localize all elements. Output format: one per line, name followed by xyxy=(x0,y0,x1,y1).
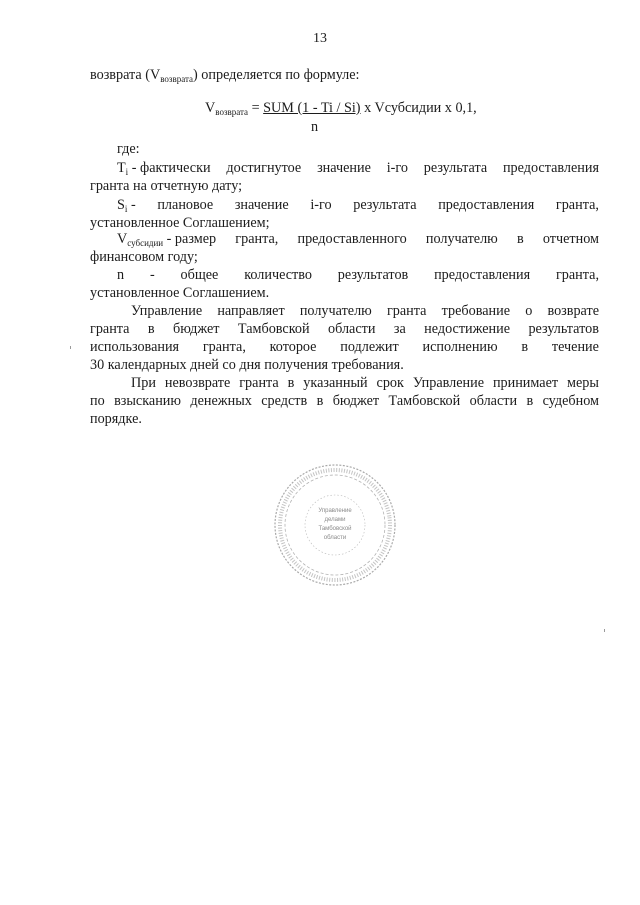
paragraph1-line4: 30 календарных дней со дня получения требования. xyxy=(90,357,404,373)
word: за xyxy=(393,321,406,337)
word: предоставления xyxy=(438,197,535,213)
word: в xyxy=(521,339,529,355)
word: результата xyxy=(423,160,488,176)
scan-speck xyxy=(604,629,605,632)
word: - фактически xyxy=(131,160,211,176)
definition-v-line2: финансовом году; xyxy=(90,249,198,265)
word: i-го xyxy=(386,160,408,176)
word: предоставления xyxy=(434,267,531,283)
word: результата xyxy=(353,197,417,213)
word: указанный xyxy=(303,375,368,391)
word: При xyxy=(131,375,156,391)
word: в xyxy=(516,231,524,247)
word: получателю xyxy=(425,231,498,247)
page-number: 13 xyxy=(313,31,327,46)
formula-intro: возврата $(V_{возврата})$ определяется по формуле: xyxy=(90,67,360,84)
definition-si-line1 xyxy=(117,196,599,214)
word: гранта, xyxy=(555,267,599,283)
stamp-ring-text-marks xyxy=(273,463,397,587)
word: в xyxy=(287,375,295,391)
stamp-line-4: области xyxy=(323,535,347,541)
word: направляет xyxy=(217,303,285,319)
symbol-subscript: i xyxy=(124,204,128,214)
word: гранта xyxy=(90,321,130,337)
stamp-line-2: делами xyxy=(324,517,346,523)
word: средств xyxy=(261,393,308,409)
definition-n-line2: установленное Соглашением. xyxy=(90,285,270,301)
word: требование xyxy=(441,303,510,319)
symbol: S xyxy=(117,197,125,213)
word: меры xyxy=(567,375,599,391)
formula: $V_{возврата}$ = SUM (1 - Ti / Si) x Vсубсидии x 0,1, xyxy=(205,100,477,117)
word: по xyxy=(90,393,105,409)
word: гранта xyxy=(239,375,279,391)
word: - xyxy=(130,197,136,213)
paragraph1-line1 xyxy=(131,302,599,320)
word: общее xyxy=(180,267,219,283)
word: значение xyxy=(234,197,289,213)
word: получателю xyxy=(299,303,372,319)
word: течение xyxy=(551,339,599,355)
paragraph1-line3 xyxy=(90,338,599,356)
word: результатов xyxy=(337,267,409,283)
word: исполнению xyxy=(422,339,498,355)
word: отчетном xyxy=(542,231,599,247)
where-label: где: xyxy=(117,141,140,157)
word: о xyxy=(525,303,533,319)
stamp-middle-ring xyxy=(285,475,385,575)
stamp-line-1: Управление xyxy=(318,508,352,514)
word: Управление xyxy=(131,303,203,319)
definition-n-line1 xyxy=(117,266,599,284)
word: гранта, xyxy=(235,231,279,247)
word: достигнутое xyxy=(226,160,302,176)
word: Тамбовской xyxy=(388,393,461,409)
word: области xyxy=(469,393,518,409)
word: - xyxy=(149,267,155,283)
definition-v-line1 xyxy=(117,230,599,248)
formula-numerator: SUM (1 - Ti / Si) xyxy=(263,100,361,116)
symbol-subscript: i xyxy=(125,167,129,177)
symbol: T xyxy=(117,160,126,176)
word: денежных xyxy=(190,393,252,409)
paragraph1-line2 xyxy=(90,320,599,338)
word: плановое xyxy=(157,197,214,213)
word: области xyxy=(327,321,376,337)
symbol-group xyxy=(117,159,211,177)
word: взысканию xyxy=(114,393,181,409)
word: в xyxy=(316,393,324,409)
word: использования xyxy=(90,339,180,355)
word: гранта xyxy=(386,303,427,319)
word: - размер xyxy=(166,231,217,247)
word: предоставления xyxy=(502,160,599,176)
paragraph2-line1 xyxy=(131,374,599,392)
definition-ti-line1 xyxy=(117,159,599,177)
paragraph2-line2 xyxy=(90,392,599,410)
word: принимает xyxy=(492,375,559,391)
word: судебном xyxy=(542,393,599,409)
word: которое xyxy=(269,339,317,355)
word: Тамбовской xyxy=(237,321,310,337)
word: гранта, xyxy=(202,339,246,355)
stamp-inner-ring xyxy=(305,495,365,555)
word: подлежит xyxy=(340,339,399,355)
formula-denominator: n xyxy=(311,119,319,135)
word: количество xyxy=(244,267,312,283)
word: в xyxy=(526,393,534,409)
stamp-line-3: Тамбовской xyxy=(318,526,352,532)
word: значение xyxy=(317,160,371,176)
word: Управление xyxy=(412,375,484,391)
word: бюджет xyxy=(332,393,380,409)
paragraph2-line3: порядке. xyxy=(90,411,142,427)
definition-si-line2: установленное Соглашением; xyxy=(90,215,270,231)
word: i-го xyxy=(310,197,332,213)
word: недостижение xyxy=(424,321,511,337)
word: бюджет xyxy=(173,321,220,337)
word: предоставленного xyxy=(297,231,407,247)
word: возврате xyxy=(547,303,599,319)
symbol-group xyxy=(117,230,216,248)
stamp-outer-ring xyxy=(275,465,395,585)
word: гранта, xyxy=(555,197,599,213)
symbol: V xyxy=(117,231,128,247)
scan-speck xyxy=(70,346,71,349)
official-stamp xyxy=(272,462,398,588)
symbol-subscript: субсидии xyxy=(127,238,164,248)
word: срок xyxy=(376,375,404,391)
symbol-group xyxy=(117,196,136,214)
word: n xyxy=(117,267,125,283)
word: результатов xyxy=(528,321,599,337)
word: невозврате xyxy=(164,375,231,391)
word: в xyxy=(147,321,155,337)
definition-ti-line2: гранта на отчетную дату; xyxy=(90,178,243,194)
